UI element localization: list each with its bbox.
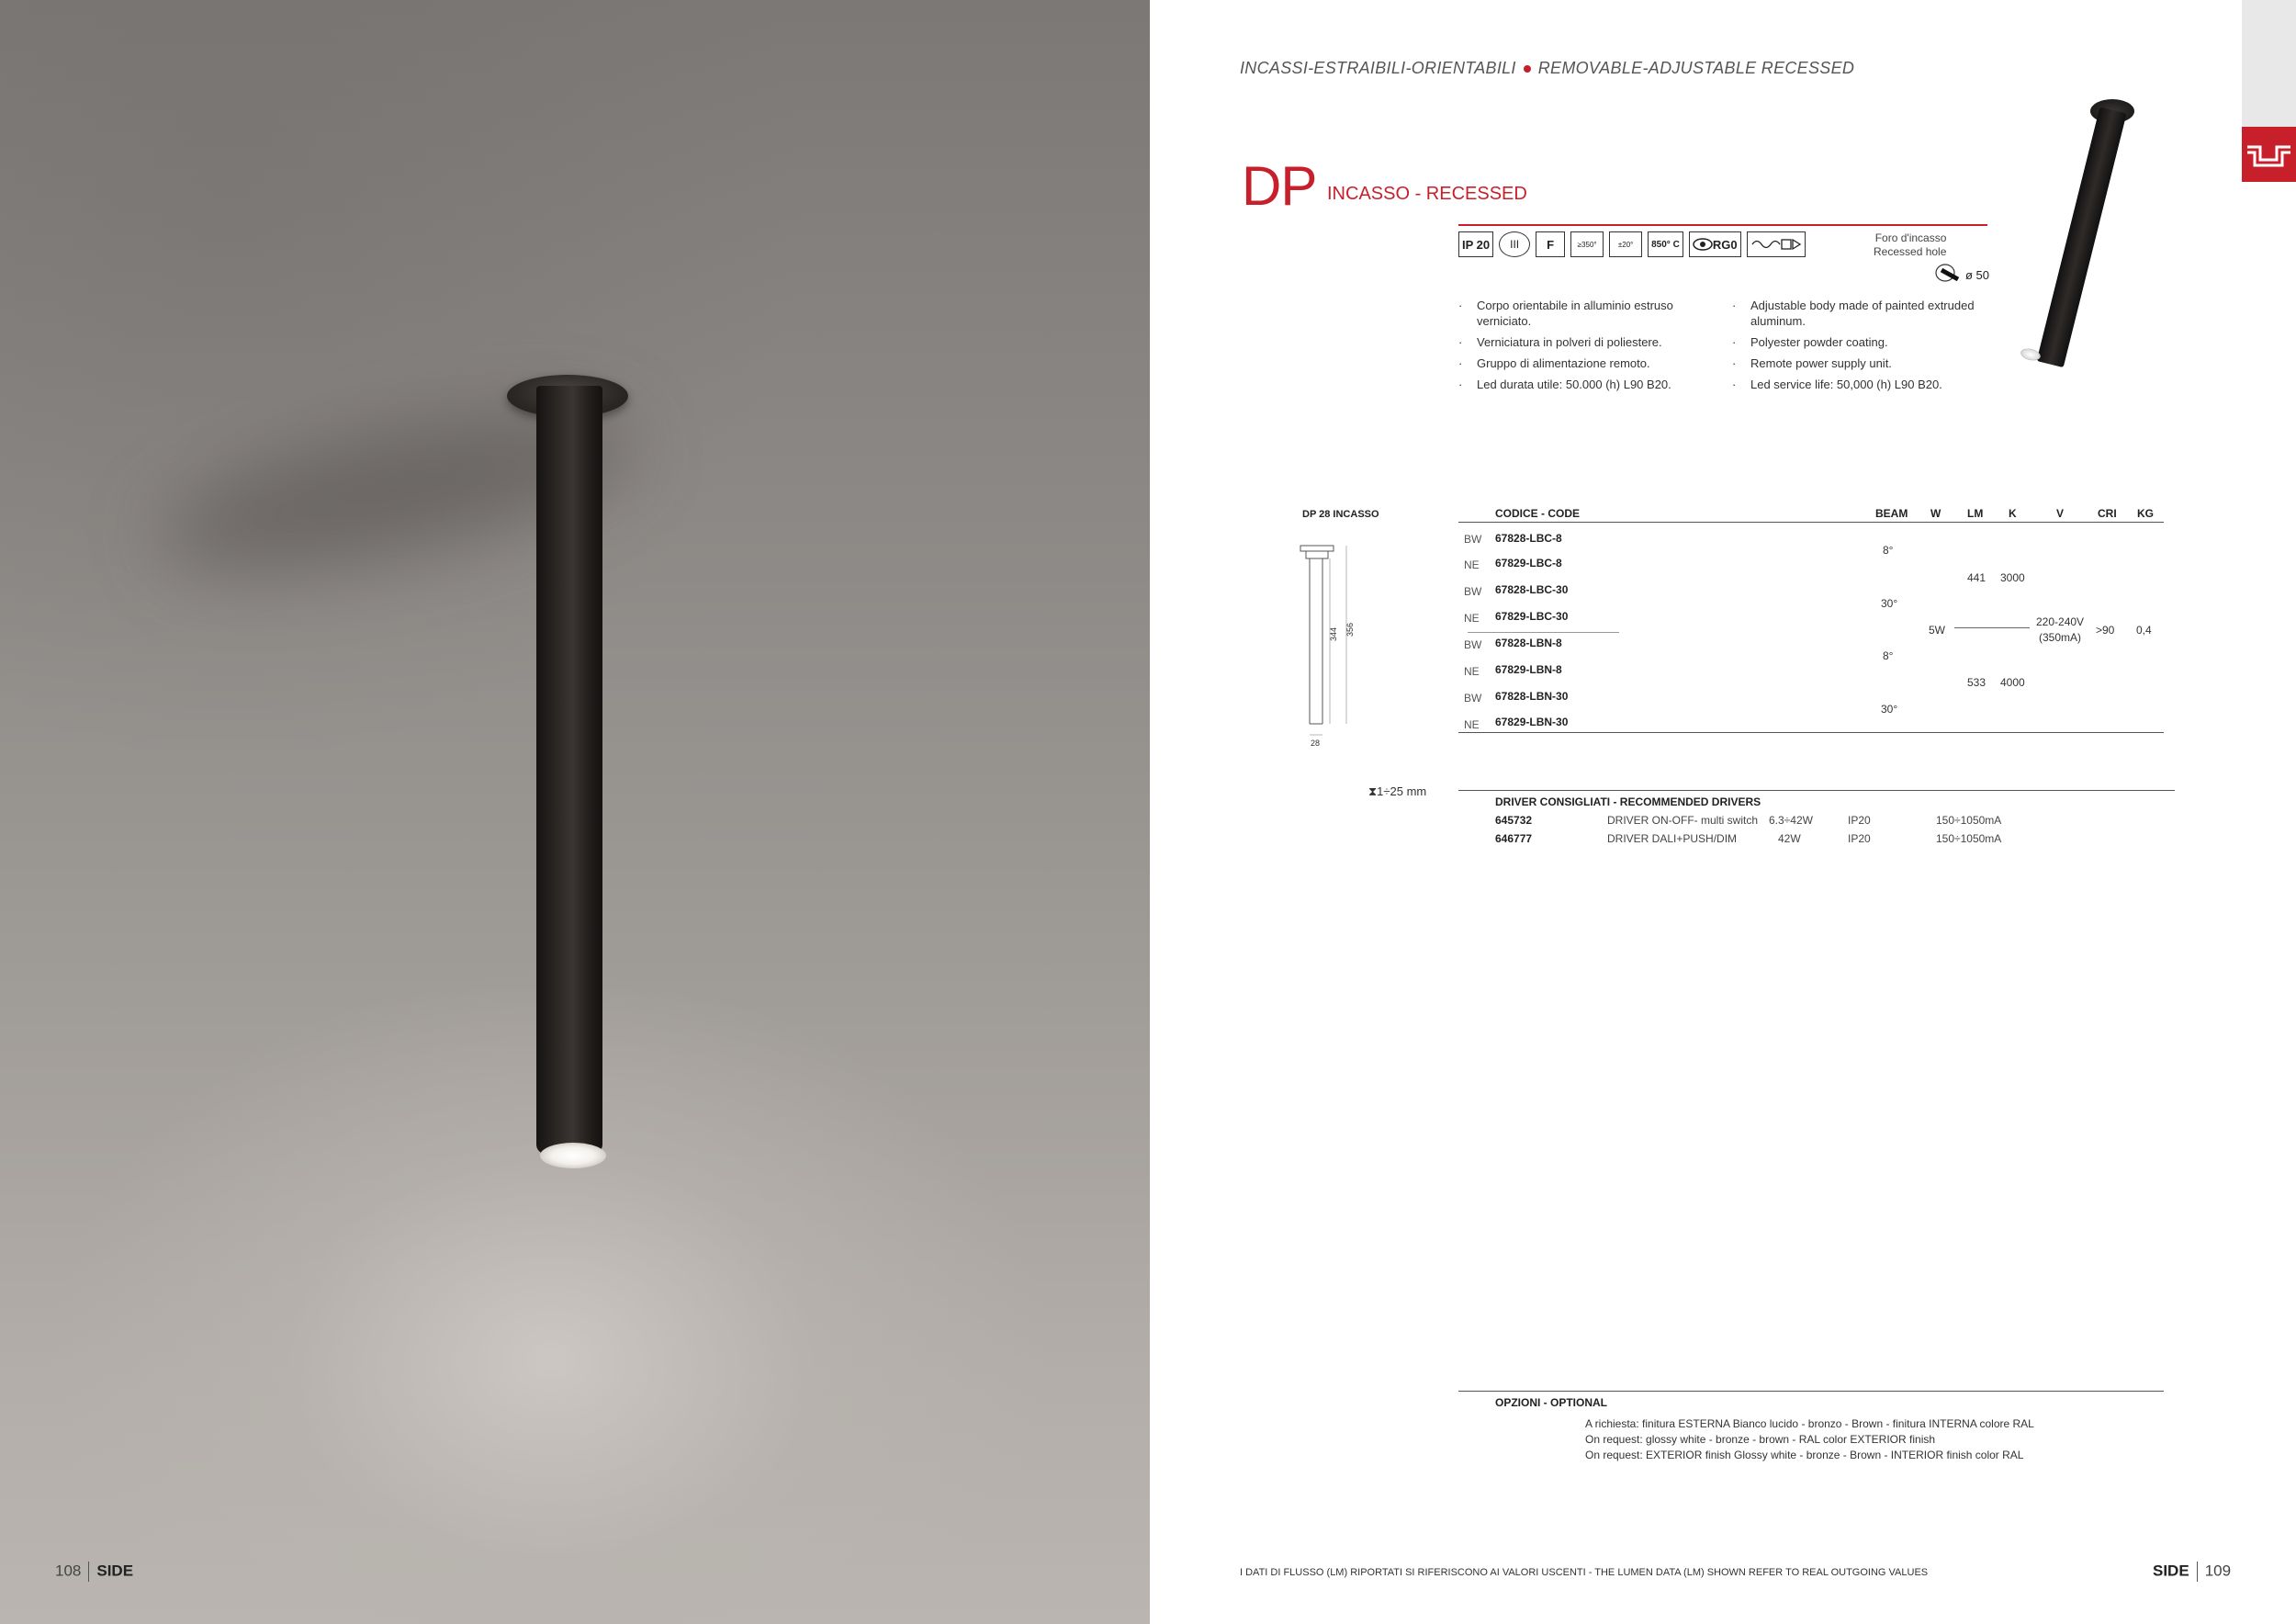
row-code: 67829-LBN-8	[1495, 663, 1562, 676]
eye-icon	[1693, 238, 1713, 251]
optional-line: On request: glossy white - bronze - brown - RAL color EXTERIOR finish	[1585, 1433, 1936, 1446]
driver-power: 42W	[1778, 832, 1801, 845]
technical-drawing	[1293, 540, 1357, 747]
watt-connector	[1954, 627, 2030, 628]
row-finish: NE	[1464, 612, 1480, 625]
footer-note: I DATI DI FLUSSO (LM) RIPORTATI SI RIFERISCONO AI VALORI USCENTI - THE LUMEN DATA (LM) SHOWN REFER TO REAL OUTGOING VALUES	[1240, 1567, 1929, 1578]
optional-title: OPZIONI - OPTIONAL	[1495, 1396, 1607, 1409]
feature-it-item: · Led durata utile: 50.000 (h) L90 B20.	[1458, 377, 1697, 392]
row-finish: BW	[1464, 692, 1482, 705]
right-section-name: SIDE	[2153, 1562, 2189, 1580]
row-finish: NE	[1464, 665, 1480, 678]
title-rule	[1458, 224, 1987, 226]
optional-line: On request: EXTERIOR finish Glossy white - bronze - Brown - INTERIOR finish color RAL	[1585, 1449, 2024, 1461]
right-page-folio	[2153, 1562, 2231, 1582]
driver-ip: IP20	[1848, 832, 1871, 845]
beam-value: 30°	[1881, 597, 1898, 610]
beam-value: 30°	[1881, 703, 1898, 716]
feature-it-item: · Verniciatura in polveri di poliestere.	[1458, 334, 1697, 350]
product-subtitle: INCASSO - RECESSED	[1327, 184, 1527, 204]
optional-rule	[1458, 1391, 2164, 1392]
row-finish: BW	[1464, 585, 1482, 598]
lumen-value: 533	[1967, 676, 1986, 689]
feature-it-item: · Gruppo di alimentazione remoto.	[1458, 355, 1697, 371]
feature-en-item: · Remote power supply unit.	[1732, 355, 2008, 371]
watt-value: 5W	[1929, 624, 1945, 637]
folio-separator	[88, 1562, 89, 1582]
col-lm: LM	[1967, 507, 1984, 520]
driver-ip: IP20	[1848, 814, 1871, 827]
row-finish: NE	[1464, 718, 1480, 731]
feature-en-item: · Adjustable body made of painted extruded aluminum.	[1732, 298, 2008, 329]
driver-desc: DRIVER DALI+PUSH/DIM	[1607, 832, 1738, 845]
right-page-number: 109	[2204, 1562, 2232, 1580]
section-tab-icon	[2242, 127, 2296, 182]
dim-344: 344	[1329, 626, 1338, 641]
col-code: CODICE - CODE	[1495, 507, 1581, 520]
driver-code: 646777	[1495, 832, 1533, 845]
drawing-label: DP 28 INCASSO	[1302, 509, 1379, 520]
clamp-range-value: 1÷25 mm	[1377, 784, 1427, 798]
driver-icon	[1747, 231, 1806, 257]
beam-value: 8°	[1883, 544, 1894, 557]
col-k: K	[2009, 507, 2017, 520]
clamp-range	[1368, 784, 1426, 799]
ip20-icon: IP 20	[1458, 231, 1493, 257]
clamp-icon: ⧗	[1368, 784, 1378, 798]
section-tab	[2242, 0, 2296, 127]
section-header	[1240, 59, 1854, 78]
row-finish: NE	[1464, 558, 1480, 571]
drivers-title: DRIVER CONSIGLIATI - RECOMMENDED DRIVERS	[1495, 795, 1761, 808]
category-it: INCASSI-ESTRAIBILI-ORIENTABILI	[1240, 59, 1516, 77]
left-section-name: SIDE	[96, 1562, 134, 1580]
rg0-label: RG0	[1712, 237, 1738, 252]
col-kg: KG	[2137, 507, 2154, 520]
driver-wave-icon	[1750, 236, 1802, 253]
red-dot-icon	[1524, 65, 1531, 73]
row-code: 67829-LBC-8	[1495, 557, 1562, 570]
optional-line: A richiesta: finitura ESTERNA Bianco lucido - bronzo - Brown - finitura INTERNA colore RAL	[1585, 1417, 2034, 1430]
driver-current: 150÷1050mA	[1936, 832, 2002, 845]
row-code: 67829-LBN-30	[1495, 716, 1569, 728]
features-en	[1732, 298, 2008, 398]
row-code: 67828-LBN-8	[1495, 637, 1562, 649]
row-code: 67828-LBN-30	[1495, 690, 1569, 703]
weight-value: 0,4	[2136, 624, 2152, 637]
kelvin-value: 3000	[2000, 571, 2025, 584]
certification-icons	[1458, 231, 1806, 257]
class-iii-icon: III	[1499, 231, 1530, 257]
thumbnail-tube	[2036, 107, 2126, 367]
category-en: REMOVABLE-ADJUSTABLE RECESSED	[1537, 59, 1855, 77]
driver-current: 150÷1050mA	[1936, 814, 2002, 827]
drivers-rule	[1458, 790, 2175, 791]
hole-label-it: Foro d'incasso	[1874, 231, 1947, 244]
col-w: W	[1930, 507, 1941, 520]
col-beam: BEAM	[1875, 507, 1908, 520]
f-mark-icon: F	[1536, 231, 1565, 257]
product-name: DP	[1242, 155, 1317, 217]
table-bottom-rule	[1458, 732, 2164, 733]
folio-separator	[2197, 1562, 2198, 1582]
voltage-line2: (350mA)	[2039, 631, 2082, 644]
row-finish: BW	[1464, 533, 1482, 546]
left-page-number: 108	[55, 1562, 82, 1580]
row-code: 67828-LBC-8	[1495, 532, 1562, 545]
recessed-hole-label	[1874, 231, 1946, 259]
lamp-light-opening	[540, 1143, 606, 1168]
feature-en-item: · Led service life: 50,000 (h) L90 B20.	[1732, 377, 2008, 392]
rg0-icon	[1689, 231, 1741, 257]
beam-value: 8°	[1883, 649, 1894, 662]
row-code: 67829-LBC-30	[1495, 610, 1569, 623]
left-page-folio	[55, 1562, 133, 1582]
feature-en-item: · Polyester powder coating.	[1732, 334, 2008, 350]
driver-desc: DRIVER ON-OFF- multi switch	[1607, 814, 1759, 827]
row-code: 67828-LBC-30	[1495, 583, 1569, 596]
recessed-icon	[2242, 127, 2296, 182]
dim-356: 356	[1345, 622, 1355, 637]
tilt-angle-icon: ±20°	[1609, 231, 1642, 257]
feature-it-item: · Corpo orientabile in alluminio estruso verniciato.	[1458, 298, 1697, 329]
dim-28: 28	[1311, 739, 1321, 747]
lamp-tube	[536, 386, 602, 1154]
hole-size-icon	[1934, 263, 1964, 288]
kelvin-value: 4000	[2000, 676, 2025, 689]
voltage-value	[2036, 615, 2084, 646]
features-it	[1458, 298, 1697, 398]
group-separator	[1468, 632, 1619, 633]
optional-text	[1585, 1416, 2034, 1463]
temperature-icon: ≥350°	[1570, 231, 1604, 257]
table-header-rule	[1458, 522, 2164, 523]
col-v: V	[2056, 507, 2065, 520]
cri-value: >90	[2096, 624, 2115, 637]
col-cri: CRI	[2098, 507, 2117, 520]
glow-wire-icon: 850° C	[1648, 231, 1683, 257]
driver-code: 645732	[1495, 814, 1533, 827]
row-finish: BW	[1464, 638, 1482, 651]
hole-size-value: ø 50	[1965, 268, 1990, 282]
lumen-value: 441	[1967, 571, 1986, 584]
driver-power: 6.3÷42W	[1769, 814, 1813, 827]
voltage-line1: 220-240V	[2036, 615, 2085, 628]
hole-label-en: Recessed hole	[1874, 245, 1947, 258]
